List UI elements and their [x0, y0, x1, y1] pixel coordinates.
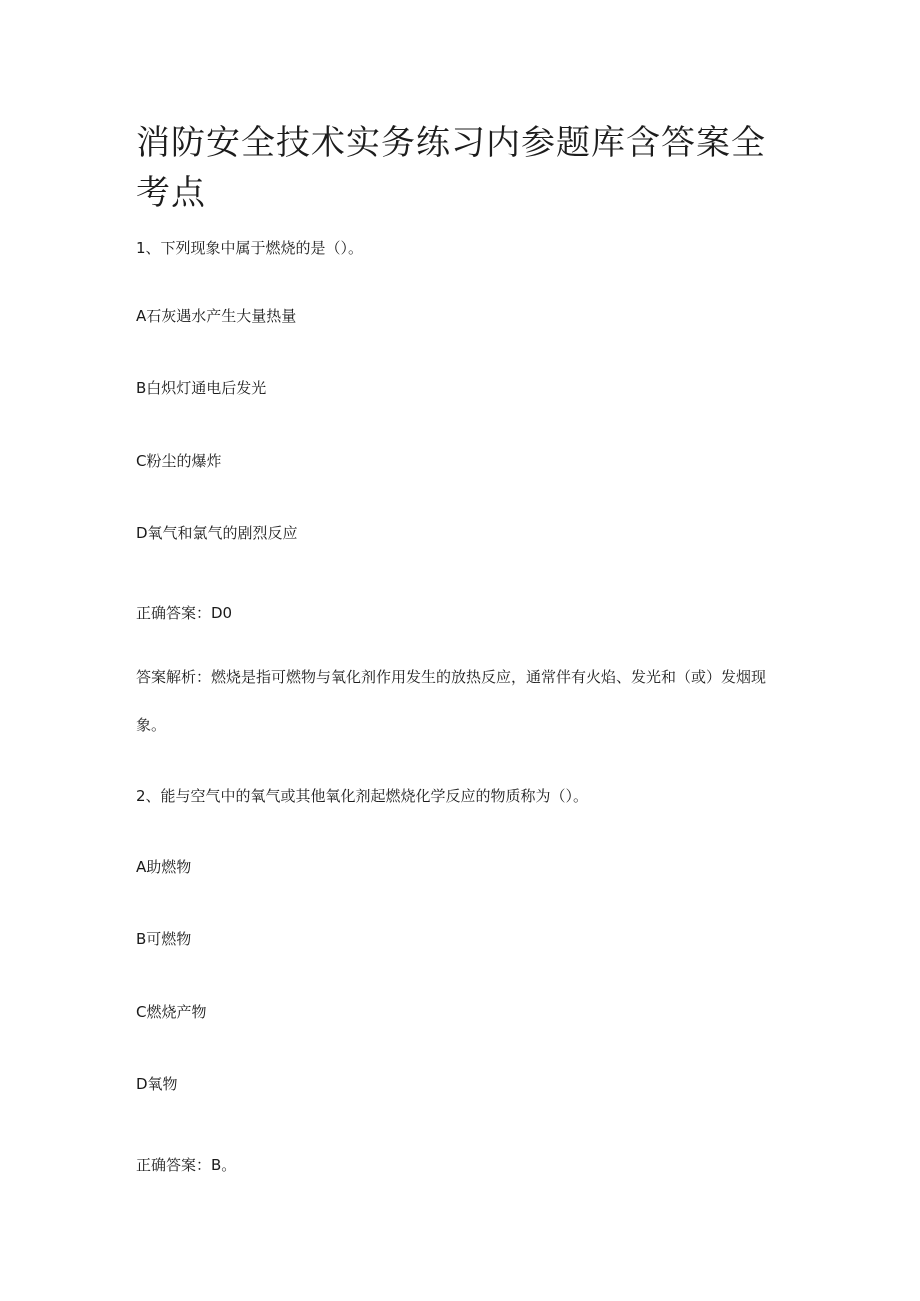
question-1-option-c: C粉尘的爆炸: [136, 452, 222, 470]
question-1-option-b: B白炽灯通电后发光: [136, 379, 267, 397]
question-1-stem: 1、下列现象中属于燃烧的是（）。: [136, 239, 364, 257]
question-2-option-a: A助燃物: [136, 858, 192, 876]
question-2-option-d: D氧物: [136, 1075, 178, 1093]
document-title: 消防安全技术实务练习内参题库含答案全考点: [136, 123, 766, 213]
question-2-answer: 正确答案：B。: [136, 1156, 237, 1174]
question-1-option-d: D氧气和氯气的剧烈反应: [136, 524, 298, 542]
question-2-option-b: B可燃物: [136, 930, 192, 948]
question-1-option-a: A石灰遇水产生大量热量: [136, 307, 297, 325]
question-1-analysis: 答案解析：燃烧是指可燃物与氧化剂作用发生的放热反应，通常伴有火焰、发光和（或）发烟现象。: [136, 668, 767, 734]
question-1-answer: 正确答案：D0: [136, 604, 233, 622]
question-2-option-c: C燃烧产物: [136, 1003, 207, 1021]
question-2-stem: 2、能与空气中的氧气或其他氧化剂起燃烧化学反应的物质称为（）。: [136, 787, 589, 805]
